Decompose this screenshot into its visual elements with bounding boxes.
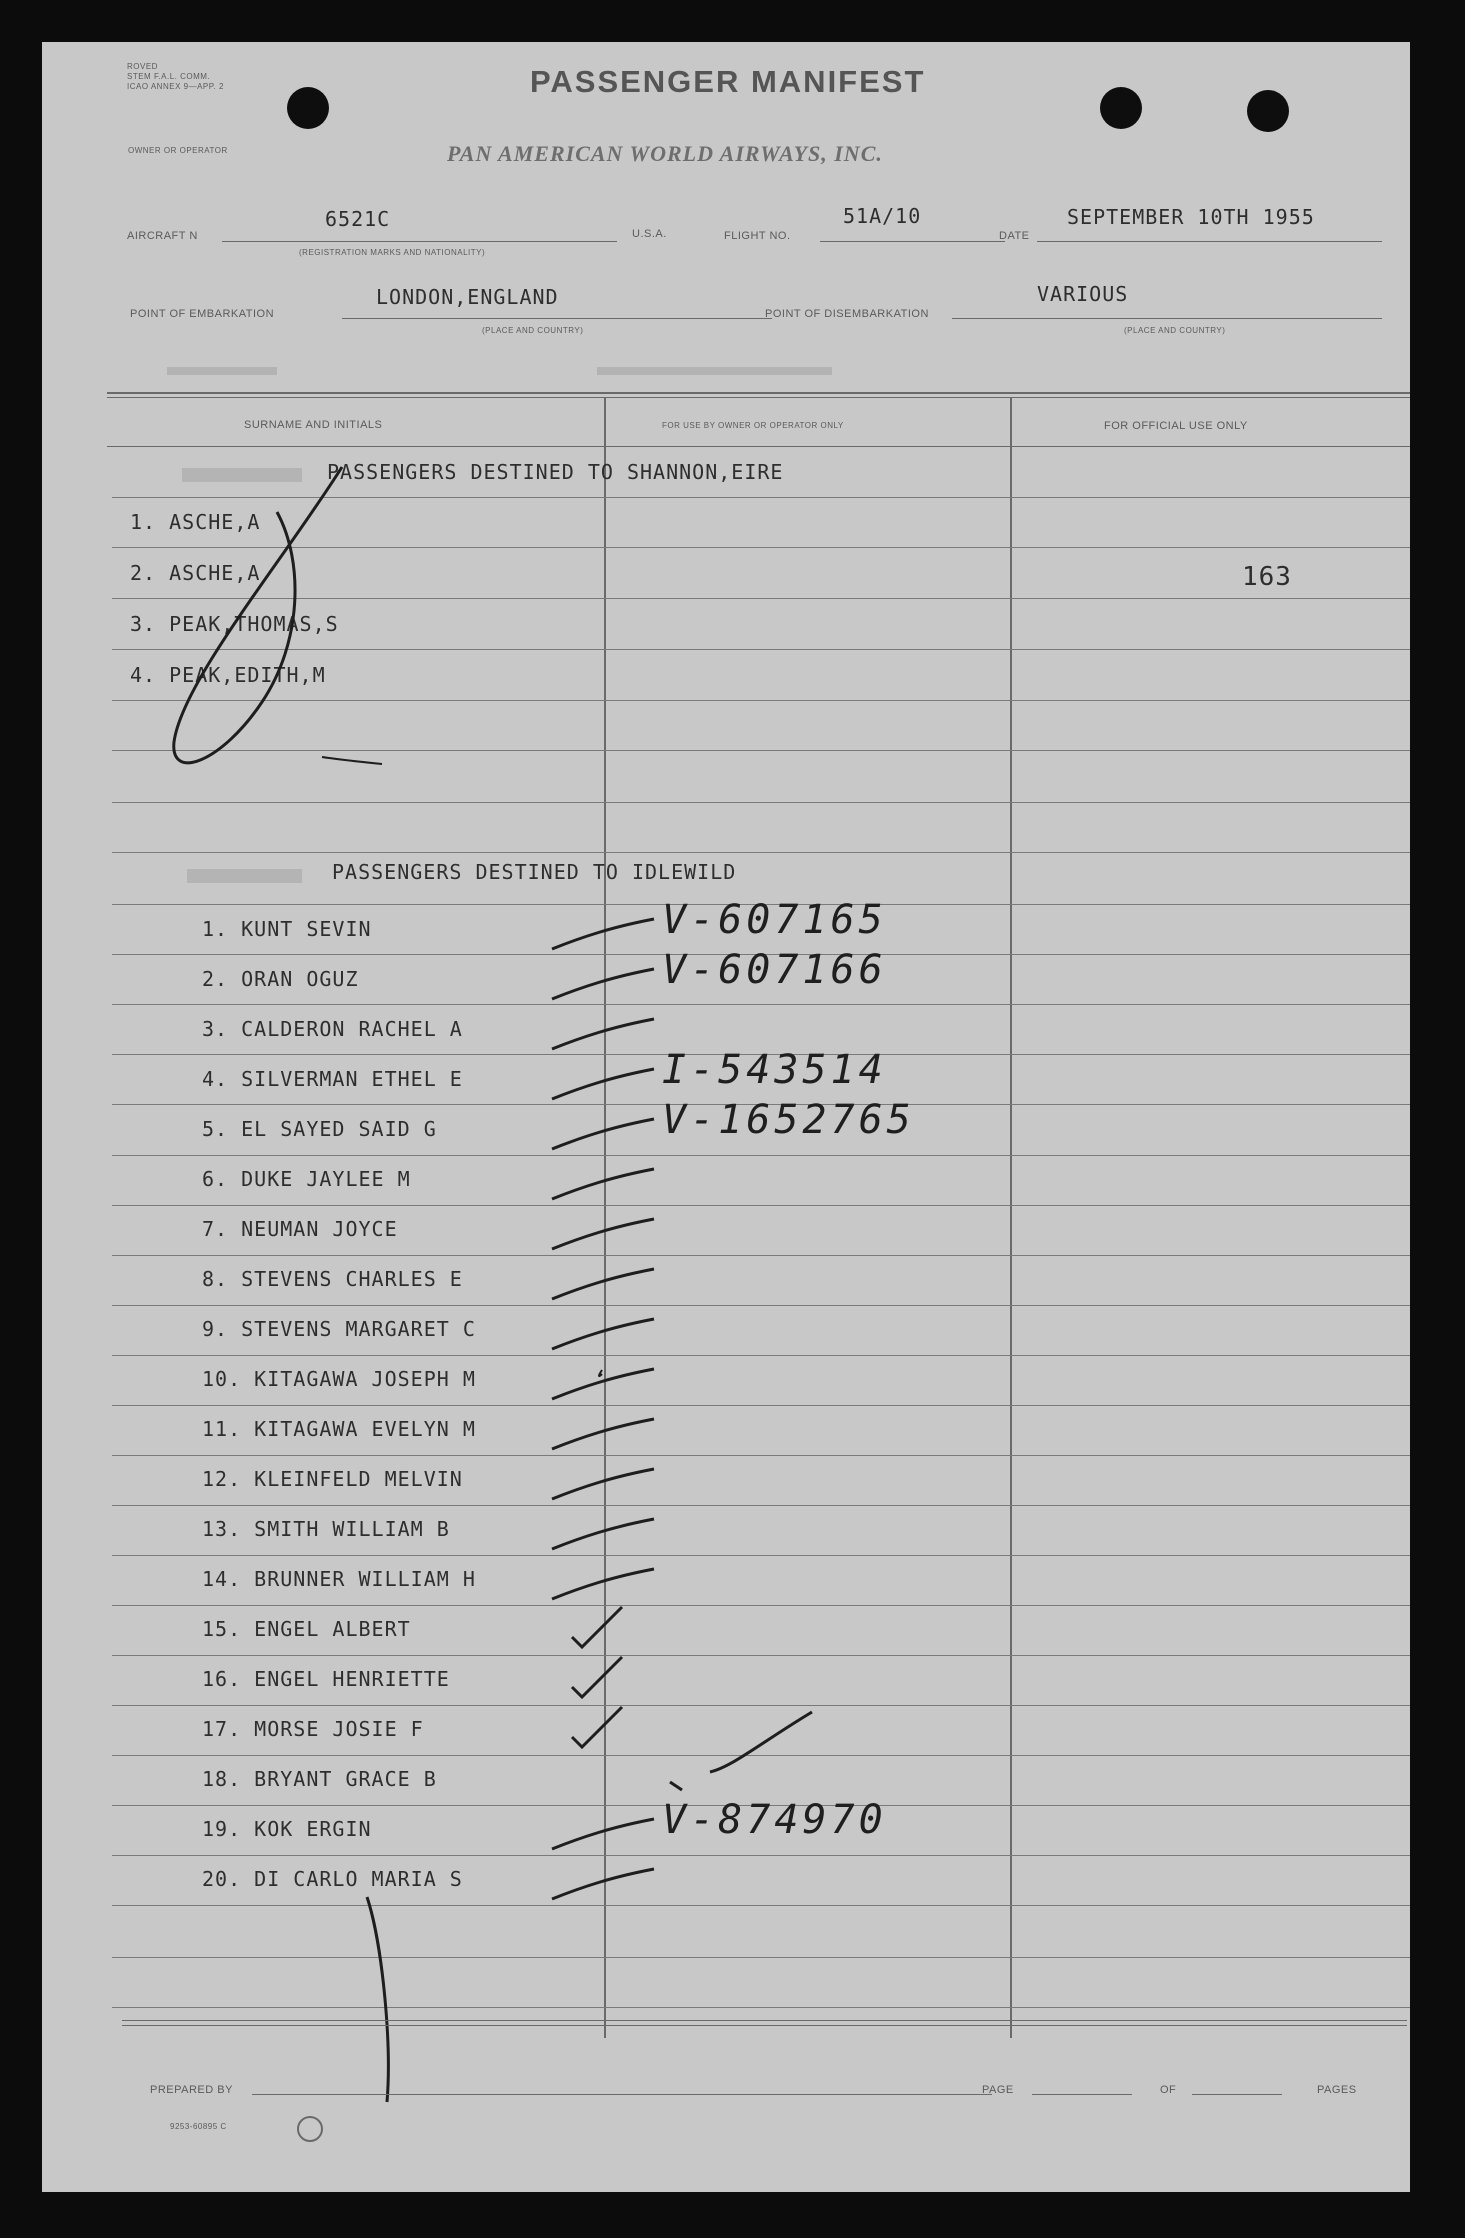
check-mark xyxy=(572,1607,622,1647)
idlewild-passenger-name: 9. STEVENS MARGARET C xyxy=(202,1317,476,1341)
idlewild-passenger-name: 10. KITAGAWA JOSEPH M xyxy=(202,1367,476,1391)
idlewild-passenger-name: 15. ENGEL ALBERT xyxy=(202,1617,411,1641)
column-owner-use: FOR USE BY OWNER OR OPERATOR ONLY xyxy=(662,421,844,430)
check-mark xyxy=(552,1869,654,1899)
embark-label: POINT OF EMBARKATION xyxy=(130,308,275,320)
flight-value: 51A/10 xyxy=(843,204,922,228)
embark-note: (PLACE AND COUNTRY) xyxy=(482,326,584,335)
idlewild-passenger-name: 11. KITAGAWA EVELYN M xyxy=(202,1417,476,1441)
check-mark xyxy=(552,1419,654,1449)
check-mark xyxy=(552,1469,654,1499)
registration-note: (REGISTRATION MARKS AND NATIONALITY) xyxy=(299,248,486,257)
idlewild-passenger-name: 17. MORSE JOSIE F xyxy=(202,1717,424,1741)
idlewild-passenger-name: 2. ORAN OGUZ xyxy=(202,967,359,991)
disembark-note: (PLACE AND COUNTRY) xyxy=(1124,326,1226,335)
idlewild-passenger-name: 12. KLEINFELD MELVIN xyxy=(202,1467,463,1491)
page-label: PAGE xyxy=(982,2084,1014,2096)
shannon-passenger-4: 4. PEAK,EDITH,M xyxy=(130,663,326,687)
idlewild-passenger-name: 6. DUKE JAYLEE M xyxy=(202,1167,411,1191)
check-mark xyxy=(572,1707,622,1747)
check-mark xyxy=(552,1369,654,1399)
approval-stamp-3: ICAO ANNEX 9—APP. 2 xyxy=(127,82,224,91)
union-label-icon xyxy=(297,2116,323,2142)
visa-number-note: I-543514 xyxy=(662,1047,887,1093)
approval-stamp-2: STEM F.A.L. COMM. xyxy=(127,72,211,81)
idlewild-passenger-name: 4. SILVERMAN ETHEL E xyxy=(202,1067,463,1091)
usa-label: U.S.A. xyxy=(632,228,667,240)
disembark-value: VARIOUS xyxy=(1037,282,1129,306)
idlewild-passenger-name: 1. KUNT SEVIN xyxy=(202,917,372,941)
approval-stamp-1: ROVED xyxy=(127,62,158,71)
shannon-official-number: 163 xyxy=(1242,562,1292,592)
owner-label: OWNER OR OPERATOR xyxy=(128,146,228,155)
check-mark xyxy=(552,1819,654,1849)
idlewild-passenger-name: 8. STEVENS CHARLES E xyxy=(202,1267,463,1291)
manifest-title: PASSENGER MANIFEST xyxy=(530,64,926,99)
check-mark xyxy=(552,919,654,949)
pages-label: PAGES xyxy=(1317,2084,1357,2096)
flight-label: FLIGHT NO. xyxy=(724,230,791,242)
check-mark xyxy=(552,1119,654,1149)
check-mark xyxy=(552,1569,654,1599)
column-official-use: FOR OFFICIAL USE ONLY xyxy=(1104,420,1248,432)
idlewild-passenger-name: 3. CALDERON RACHEL A xyxy=(202,1017,463,1041)
check-mark xyxy=(552,1069,654,1099)
check-mark xyxy=(670,1782,682,1790)
check-mark xyxy=(552,1519,654,1549)
shannon-passenger-3: 3. PEAK,THOMAS,S xyxy=(130,612,339,636)
shannon-passenger-1: 1. ASCHE,A xyxy=(130,510,261,534)
aircraft-value: 6521C xyxy=(325,207,391,231)
check-mark xyxy=(572,1657,622,1697)
visa-number-note: V-607165 xyxy=(662,897,887,943)
date-label: DATE xyxy=(999,230,1030,242)
visa-number-note: V-1652765 xyxy=(662,1097,915,1143)
check-mark xyxy=(552,1319,654,1349)
form-number: 9253-60895 C xyxy=(170,2122,227,2131)
operator-name: PAN AMERICAN WORLD AIRWAYS, INC. xyxy=(447,141,883,166)
check-mark xyxy=(552,969,654,999)
idlewild-passenger-name: 5. EL SAYED SAID G xyxy=(202,1117,437,1141)
idlewild-passenger-name: 19. KOK ERGIN xyxy=(202,1817,372,1841)
idlewild-passenger-name: 20. DI CARLO MARIA S xyxy=(202,1867,463,1891)
date-value: SEPTEMBER 10TH 1955 xyxy=(1067,205,1315,229)
prepared-label: PREPARED BY xyxy=(150,2084,233,2096)
shannon-passenger-2: 2. ASCHE,A xyxy=(130,561,261,585)
idlewild-heading: PASSENGERS DESTINED TO IDLEWILD xyxy=(332,860,737,884)
shannon-heading: PASSENGERS DESTINED TO SHANNON,EIRE xyxy=(327,460,784,484)
idlewild-passenger-name: 14. BRUNNER WILLIAM H xyxy=(202,1567,476,1591)
check-mark xyxy=(552,1019,654,1049)
idlewild-passenger-name: 16. ENGEL HENRIETTE xyxy=(202,1667,450,1691)
visa-number-note: V-607166 xyxy=(662,947,887,993)
check-mark xyxy=(552,1169,654,1199)
embark-value: LONDON,ENGLAND xyxy=(376,285,559,309)
disembark-label: POINT OF DISEMBARKATION xyxy=(765,308,929,320)
idlewild-passenger-name: 7. NEUMAN JOYCE xyxy=(202,1217,398,1241)
aircraft-label: AIRCRAFT N xyxy=(127,230,198,242)
manifest-sheet xyxy=(42,42,1410,2192)
idlewild-passenger-name: 18. BRYANT GRACE B xyxy=(202,1767,437,1791)
check-mark xyxy=(552,1219,654,1249)
column-surname: SURNAME AND INITIALS xyxy=(244,419,383,431)
of-label: OF xyxy=(1160,2084,1177,2096)
idlewild-passenger-name: 13. SMITH WILLIAM B xyxy=(202,1517,450,1541)
check-mark xyxy=(552,1269,654,1299)
visa-number-note: V-874970 xyxy=(662,1797,887,1843)
